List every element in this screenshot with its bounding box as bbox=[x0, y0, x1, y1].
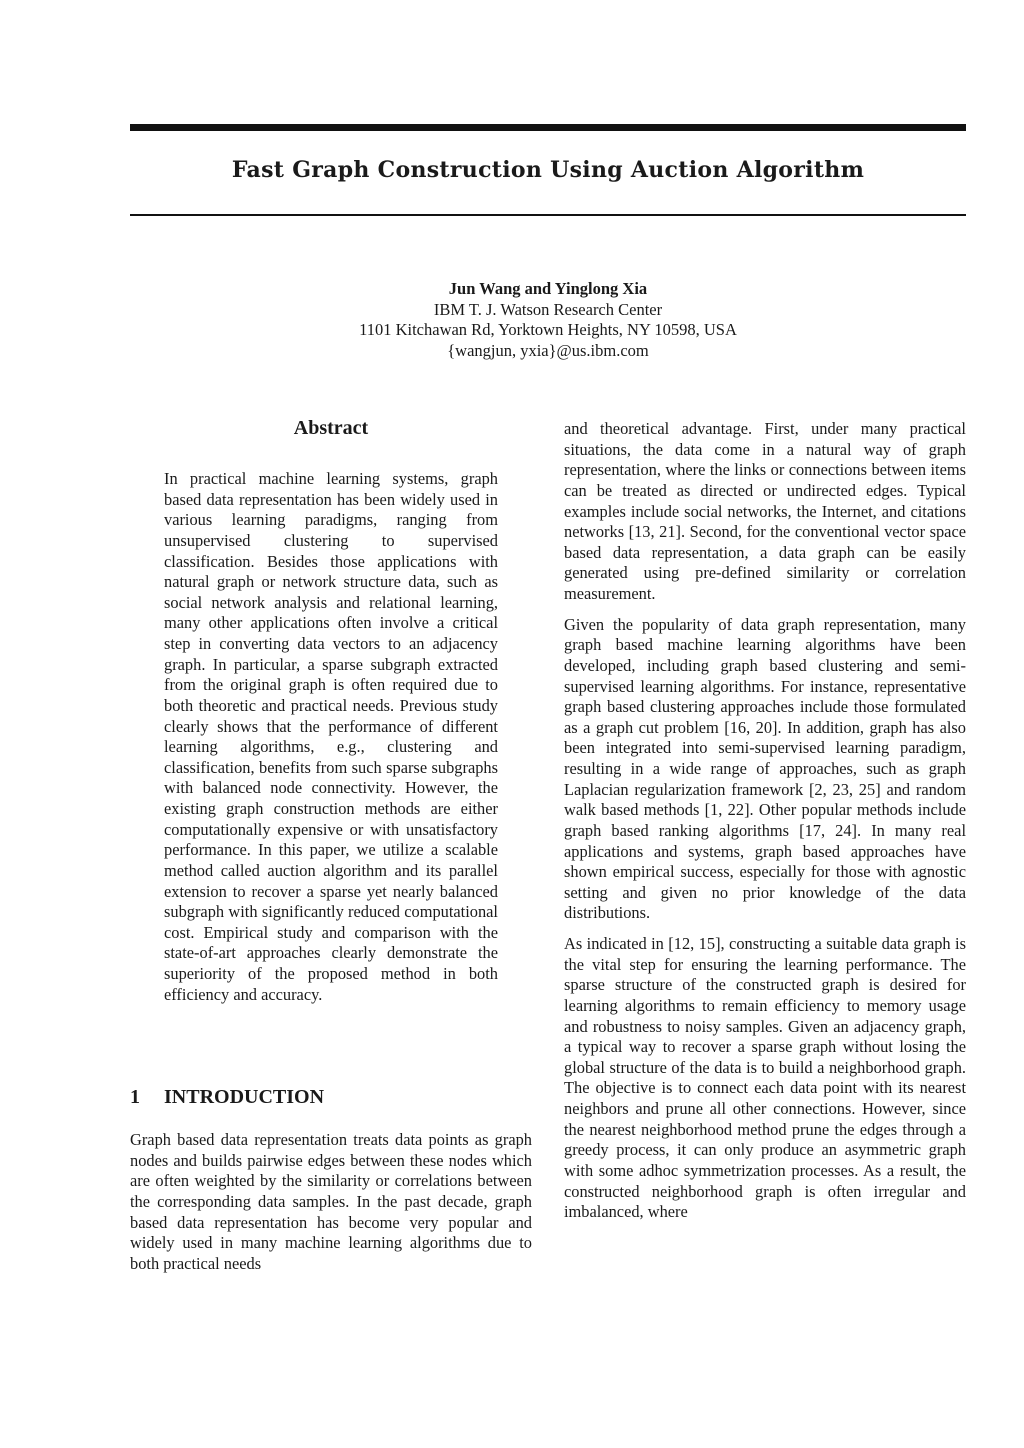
paper-title: Fast Graph Construction Using Auction Algorithm bbox=[231, 157, 865, 183]
author-block bbox=[130, 279, 966, 361]
right-column bbox=[564, 419, 966, 1233]
title-rule-top bbox=[130, 124, 966, 131]
intro-paragraph: and theoretical advantage. First, under many practical situations, the data come in a natural way of graph representation, where the links or connections between items can be treated as directed or undirected edges. Typical examples include social networks, the Internet, and citations networks [13, 21]. Second, for the conventional vector space based data representation, a data graph can be easily generated using pre-defined similarity or correlation measurement. bbox=[564, 419, 966, 603]
affiliation: IBM T. J. Watson Research Center bbox=[433, 299, 663, 319]
intro-paragraph: As indicated in [12, 15], constructing a suitable data graph is the vital step for ensuring the learning performance. The sparse structure of the constructed graph is desired for learning algorithms to remain efficiency to memory usage and robustness to noisy samples. Given an adjacency graph, a typical way to recover a sparse graph without losing the global structure of the data is to build a neighborhood graph. The objective is to connect each data point with its nearest neighbors and prune all other connections. However, since the nearest neighborhood method prune the edges through a greedy process, it can only produce an asymmetric graph with some adhoc symmetrization processes. As a result, the constructed neighborhood graph is often irregular and imbalanced, where bbox=[564, 934, 966, 1222]
address: 1101 Kitchawan Rd, Yorktown Heights, NY 10598, USA bbox=[359, 320, 737, 340]
email: {wangjun, yxia}@us.ibm.com bbox=[447, 340, 649, 360]
title-rule-bottom bbox=[130, 214, 966, 216]
section-number: 1 bbox=[130, 1086, 140, 1108]
abstract-heading: Abstract bbox=[293, 417, 369, 439]
intro-paragraph: Given the popularity of data graph representation, many graph based machine learning algorithms have been developed, including graph based clustering and semi-supervised learning algorithms. For instance, representative graph based clustering approaches include those formulated as a graph cut problem [16, 20]. In addition, graph has also been integrated into semi-supervised learning paradigm, resulting in a wide range of approaches, such as graph Laplacian regularization framework [2, 23, 25] and random walk based methods [1, 22]. Other popular methods include graph based ranking algorithms [17, 24]. In many real applications and systems, graph based approaches have shown empirical success, especially for those with agnostic setting and given no prior knowledge of the data distributions. bbox=[564, 614, 966, 923]
section-heading-introduction bbox=[130, 1084, 532, 1110]
author-names: Jun Wang and Yinglong Xia bbox=[448, 279, 648, 298]
abstract-text: In practical machine learning systems, graph based data representation has been widely used in various learning paradigms, ranging from unsupervised clustering to supervised classification. Besides those applications with natural graph or network structure data, such as social network analysis and relational learning, many other applications often involve a critical step in converting data vectors to an adjacency graph. In particular, a sparse subgraph extracted from the original graph is often required due to both theoretic and practical needs. Previous study clearly shows that the performance of different learning algorithms, e.g., clustering and classification, benefits from such sparse subgraphs with balanced node connectivity. However, the existing graph construction methods are either computationally expensive or with unsatisfactory performance. In this paper, we utilize a scalable method called auction algorithm and its parallel extension to recover a sparse yet nearly balanced subgraph with significantly reduced computational cost. Empirical study and comparison with the state-of-art approaches clearly demonstrate the superiority of the proposed method in both efficiency and accuracy. bbox=[164, 469, 498, 1004]
intro-paragraph-left: Graph based data representation treats data points as graph nodes and builds pairwise edges between these nodes which are often weighted by the similarity or correlations between the corresponding data samples. In the past decade, graph based data representation has become very popular and widely used in many machine learning algorithms due to both practical needs bbox=[130, 1130, 532, 1273]
section-title: INTRODUCTION bbox=[164, 1086, 325, 1108]
